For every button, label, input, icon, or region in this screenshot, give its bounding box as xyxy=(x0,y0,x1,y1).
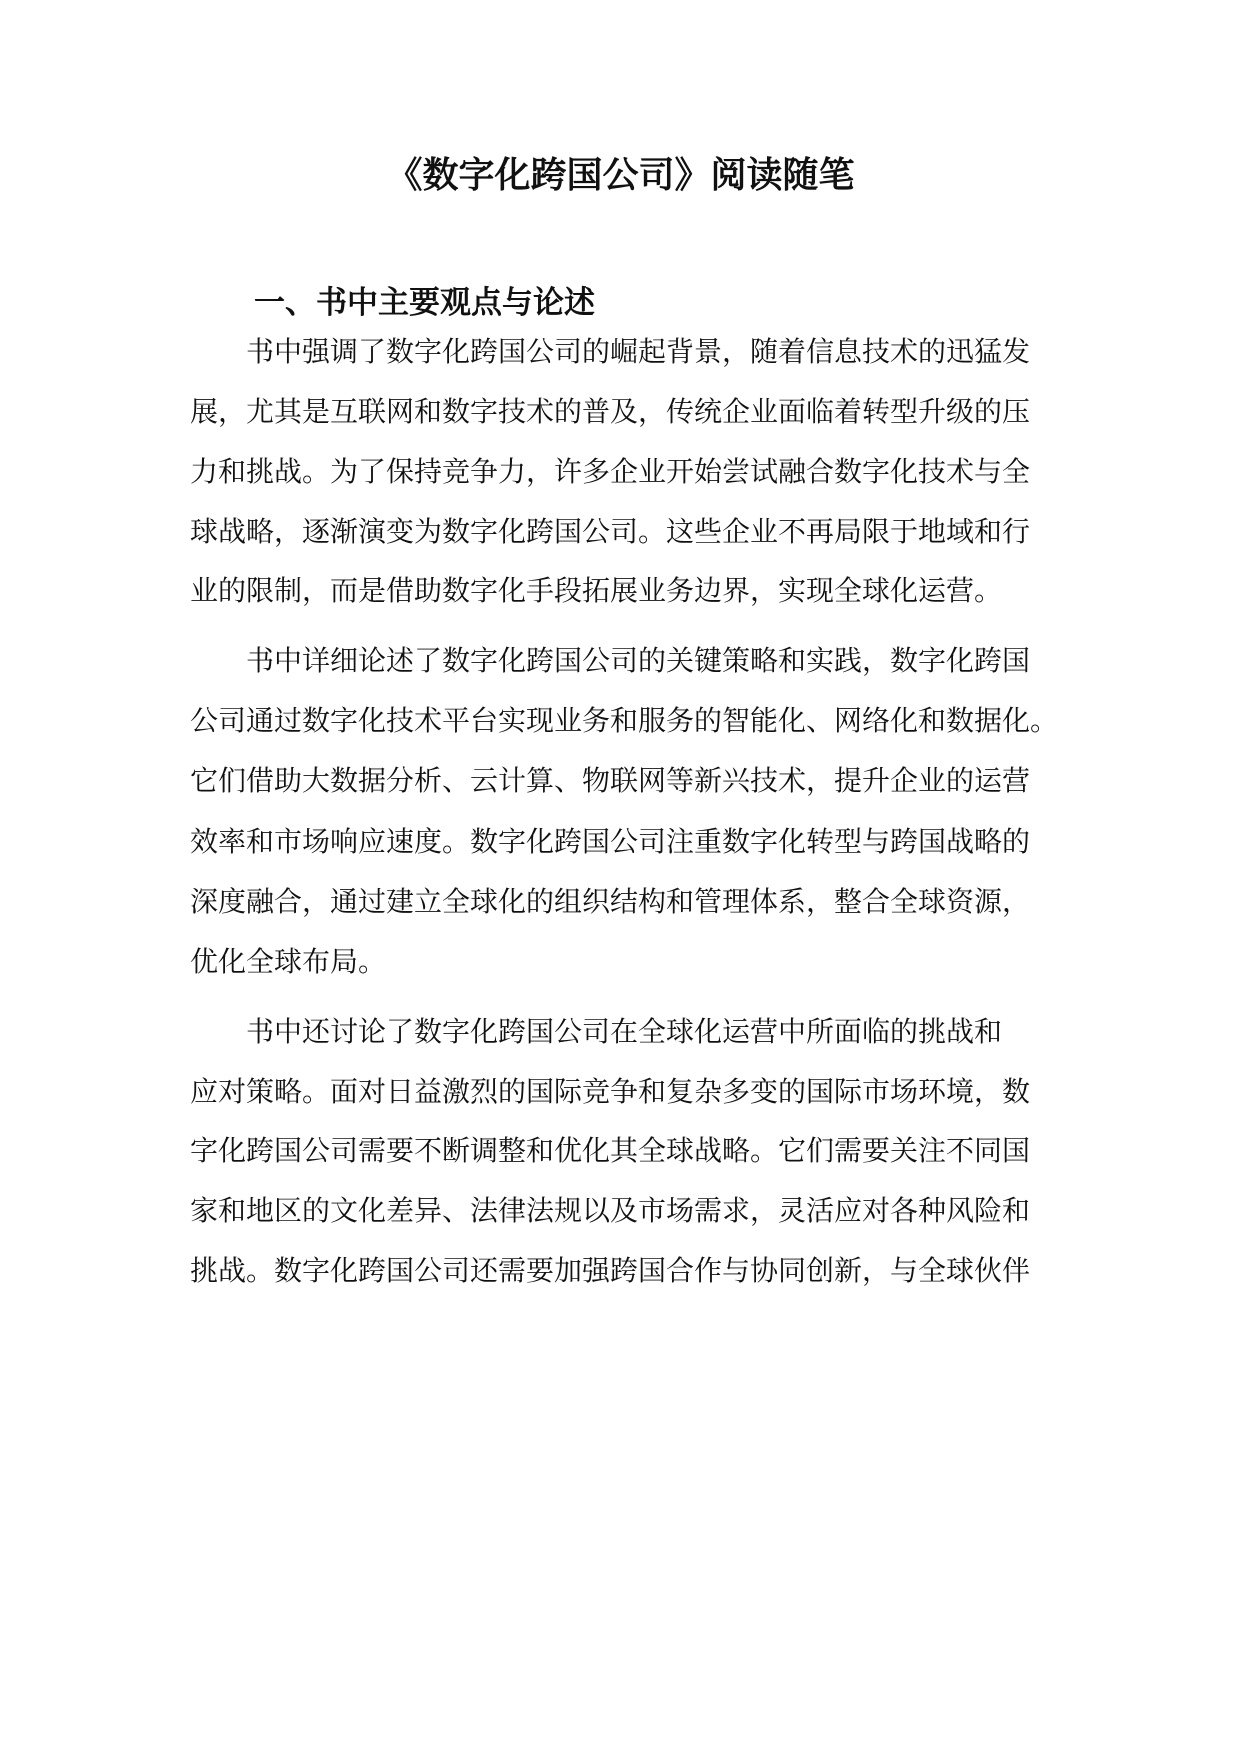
paragraph-1-line-4: 球战略，逐渐演变为数字化跨国公司。这些企业不再局限于地域和行 xyxy=(190,515,1031,548)
paragraph-1-line-2: 展，尤其是互联网和数字技术的普及，传统企业面临着转型升级的压 xyxy=(190,395,1031,428)
section-heading: 一、书中主要观点与论述 xyxy=(254,285,595,321)
paragraph-3-line-2: 应对策略。面对日益激烈的国际竞争和复杂多变的国际市场环境，数 xyxy=(190,1075,1031,1108)
paragraph-3-line-1: 书中还讨论了数字化跨国公司在全球化运营中所面临的挑战和 xyxy=(246,1015,1003,1048)
document-title: 《数字化跨国公司》阅读随笔 xyxy=(386,154,855,196)
paragraph-1-line-5: 业的限制，而是借助数字化手段拓展业务边界，实现全球化运营。 xyxy=(190,574,1003,607)
paragraph-3-line-3: 字化跨国公司需要不断调整和优化其全球战略。它们需要关注不同国 xyxy=(190,1134,1031,1167)
paragraph-1-line-1: 书中强调了数字化跨国公司的崛起背景，随着信息技术的迅猛发 xyxy=(246,335,1031,368)
paragraph-3-line-5: 挑战。数字化跨国公司还需要加强跨国合作与协同创新，与全球伙伴 xyxy=(190,1254,1031,1287)
paragraph-2-line-5: 深度融合，通过建立全球化的组织结构和管理体系，整合全球资源， xyxy=(190,885,1031,918)
paragraph-3-line-4: 家和地区的文化差异、法律法规以及市场需求，灵活应对各种风险和 xyxy=(190,1194,1031,1227)
paragraph-1-line-3: 力和挑战。为了保持竞争力，许多企业开始尝试融合数字化技术与全 xyxy=(190,455,1031,488)
paragraph-2-line-2: 公司通过数字化技术平台实现业务和服务的智能化、网络化和数据化。 xyxy=(190,704,1059,737)
paragraph-2-line-3: 它们借助大数据分析、云计算、物联网等新兴技术，提升企业的运营 xyxy=(190,764,1031,797)
paragraph-2-line-4: 效率和市场响应速度。数字化跨国公司注重数字化转型与跨国战略的 xyxy=(190,825,1031,858)
paragraph-2-line-6: 优化全球布局。 xyxy=(190,945,387,978)
paragraph-2-line-1: 书中详细论述了数字化跨国公司的关键策略和实践，数字化跨国 xyxy=(246,644,1031,677)
